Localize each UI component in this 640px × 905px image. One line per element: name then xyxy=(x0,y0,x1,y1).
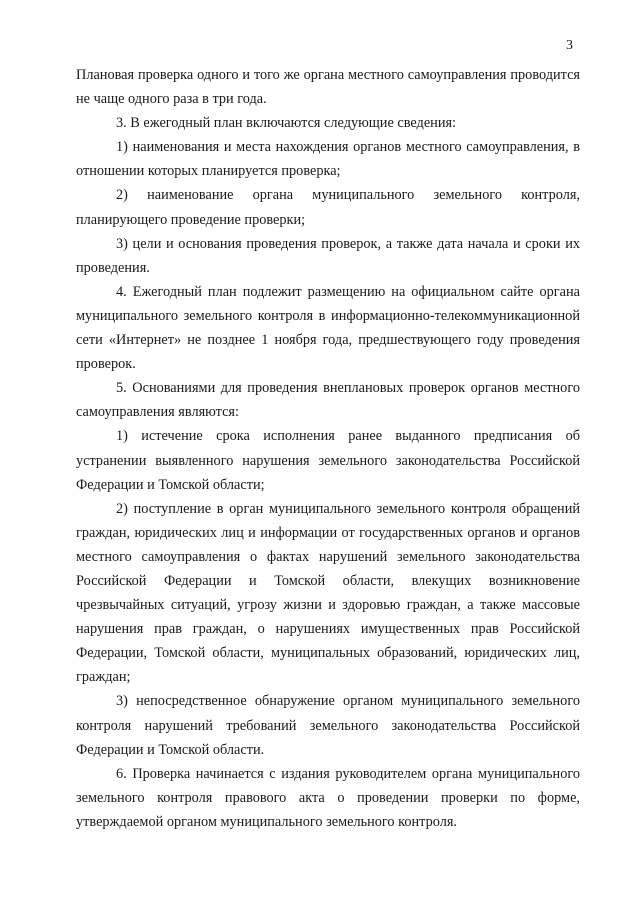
paragraph-subitem-3-direct-detection: 3) непосредственное обнаружение органом муниципального земельного контроля нарушений требований земельного законодательства Российской Федерации и Томской области. xyxy=(76,693,580,758)
paragraph-subitem-1-order-expiry: 1) истечение срока исполнения ранее выданного предписания об устранении выявленного нарушения земельного законодательства Российской Федерации и Томской области; xyxy=(76,428,580,493)
paragraph-subitem-3-goals-dates: 3) цели и основания проведения проверок, а также дата начала и сроки их проведения. xyxy=(76,235,580,276)
paragraph-item-4-plan-publication: 4. Ежегодный план подлежит размещению на официальном сайте органа муниципального земельного контроля в информационно-телекоммуникационной сети «Интернет» не позднее 1 ноября года, предшествующего году проведения проверок. xyxy=(76,283,580,373)
paragraph-subitem-2-complaints-received: 2) поступление в орган муниципального земельного контроля обращений граждан, юридических лиц и информации от государственных органов и органов местного самоуправления о фактах нарушений земельного законодательства Российской Федерации и Томской области, влекущих возникновение чрезвычайных ситуаций, угрозу жизни и здоровью граждан, а также массовые нарушения прав граждан, о нарушениях имущественных прав Российской Федерации, Томской области, муниципальных образований, юридических лиц, граждан; xyxy=(76,500,580,686)
paragraph-planned-inspection-frequency: Плановая проверка одного и того же органа местного самоуправления проводится не чаще одного раза в три года. xyxy=(76,67,580,108)
paragraph-subitem-2-control-body-name: 2) наименование органа муниципального земельного контроля, планирующего проведение проверки; xyxy=(76,187,580,228)
paragraph-subitem-1-names-locations: 1) наименования и места нахождения органов местного самоуправления, в отношении которых планируется проверка; xyxy=(76,139,580,180)
page-number: 3 xyxy=(566,38,573,53)
paragraph-item-6-inspection-start: 6. Проверка начинается с издания руководителем органа муниципального земельного контроля правового акта о проведении проверки по форме, утверждаемой органом муниципального земельного контроля. xyxy=(76,765,580,830)
paragraph-item-5-unscheduled-grounds: 5. Основаниями для проведения внеплановых проверок органов местного самоуправления являются: xyxy=(76,380,580,421)
paragraph-item-3-plan-contents: 3. В ежегодный план включаются следующие сведения: xyxy=(116,115,457,132)
document-body xyxy=(76,63,580,834)
